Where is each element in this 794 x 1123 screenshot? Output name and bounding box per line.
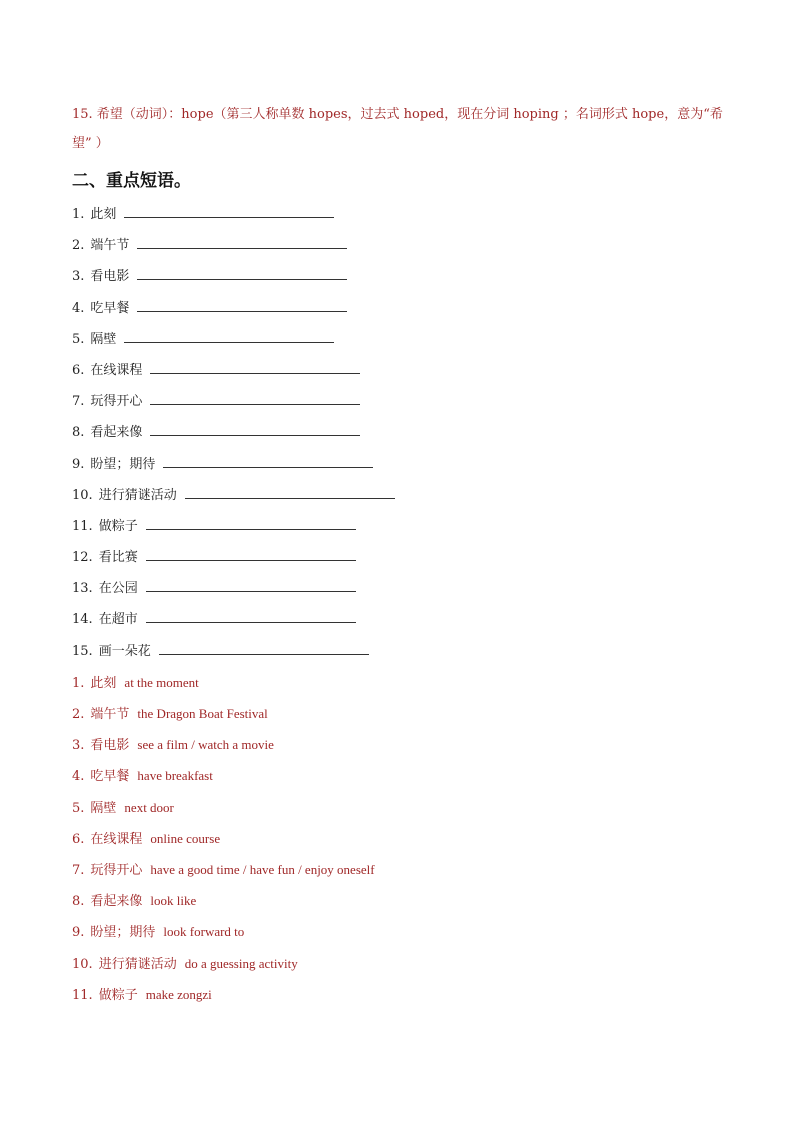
answer-english: look like (150, 893, 197, 909)
item-number: 1. (72, 207, 85, 222)
answer-chinese: 进行猜谜活动 (98, 956, 177, 972)
item-chinese: 在超市 (98, 612, 138, 628)
answer-english: have breakfast (137, 768, 213, 784)
answer-blank (137, 279, 347, 280)
item-number: 3. (72, 269, 85, 285)
answer-blank (146, 622, 356, 623)
item-number: 2. (72, 238, 85, 254)
answer-item (72, 760, 395, 791)
answer-number: 11. (72, 987, 93, 1003)
answer-chinese: 在线课程 (90, 831, 143, 847)
answer-number: 7. (72, 862, 85, 878)
answer-number: 10. (72, 956, 93, 972)
item-chinese: 画一朵花 (98, 643, 151, 659)
answer-english: do a guessing activity (184, 955, 298, 971)
item-chinese: 隔壁 (90, 331, 117, 347)
answer-item (72, 885, 395, 916)
exercise-item (72, 480, 395, 511)
answer-english: next door (124, 799, 174, 815)
answer-english: see a film / watch a movie (137, 737, 274, 753)
item-chinese: 吃早餐 (90, 300, 130, 316)
answer-blank (124, 342, 334, 343)
item-number: 14. (72, 612, 93, 628)
answer-blank (159, 654, 369, 655)
item-chinese: 看比赛 (98, 550, 138, 566)
answer-chinese: 做粽子 (98, 987, 138, 1003)
answer-item (72, 823, 395, 854)
answer-blank (150, 435, 360, 436)
item-number: 11. (72, 518, 93, 534)
item-chinese: 在线课程 (90, 362, 143, 378)
answer-item (72, 916, 395, 947)
answer-number: 4. (72, 769, 85, 785)
answer-blank (150, 373, 360, 374)
answer-number: 2. (72, 707, 85, 722)
answer-number: 1. (72, 675, 85, 691)
answer-chinese: 玩得开心 (90, 862, 143, 878)
exercise-item (72, 511, 395, 542)
answer-chinese: 此刻 (90, 675, 117, 691)
answer-item (72, 948, 395, 979)
answer-chinese: 看起来像 (90, 894, 143, 910)
exercise-item (72, 355, 395, 386)
exercise-item (72, 261, 395, 292)
exercise-item (72, 573, 395, 604)
answer-item (72, 667, 395, 698)
intro-paragraph: 15. 希望（动词）：hope（第三人称单数 hopes，过去式 hoped，现在分词 hoping ；名词形式 hope，意为“希望” ） (72, 107, 723, 151)
answer-chinese: 隔壁 (90, 800, 117, 816)
exercise-item (72, 386, 395, 417)
answer-item (72, 979, 395, 1010)
exercise-item (72, 449, 395, 480)
item-number: 4. (72, 300, 85, 316)
answer-number: 8. (72, 894, 85, 910)
item-chinese: 进行猜谜活动 (98, 487, 177, 503)
exercise-item (72, 542, 395, 573)
item-chinese: 此刻 (90, 207, 117, 222)
item-number: 8. (72, 425, 85, 441)
item-chinese: 盼望；期待 (90, 456, 156, 472)
item-number: 13. (72, 581, 93, 597)
answer-english: make zongzi (145, 986, 212, 1002)
answer-blank (150, 404, 360, 405)
answer-english: at the moment (124, 674, 199, 690)
item-number: 10. (72, 487, 93, 503)
answer-chinese: 吃早餐 (90, 769, 130, 785)
answer-item (72, 729, 395, 760)
exercise-item (72, 324, 395, 355)
answer-blank (137, 248, 347, 249)
answer-blank (124, 217, 334, 218)
item-chinese: 做粽子 (98, 518, 138, 534)
item-number: 15. (72, 643, 93, 659)
answer-item (72, 854, 395, 885)
answer-english: online course (150, 830, 221, 846)
answer-number: 5. (72, 800, 85, 816)
exercise-item (72, 199, 395, 230)
answer-number: 9. (72, 925, 85, 941)
answer-chinese: 看电影 (90, 738, 130, 754)
item-number: 5. (72, 331, 85, 347)
item-chinese: 端午节 (90, 238, 130, 254)
item-chinese: 玩得开心 (90, 394, 143, 410)
section-heading: 二、重点短语。 (72, 171, 191, 191)
answer-chinese: 端午节 (90, 707, 130, 722)
item-number: 12. (72, 550, 93, 566)
exercise-item (72, 417, 395, 448)
answer-english: the Dragon Boat Festival (137, 706, 268, 721)
answer-number: 6. (72, 831, 85, 847)
answer-blank (137, 311, 347, 312)
item-chinese: 看起来像 (90, 425, 143, 441)
exercise-list (72, 199, 395, 1010)
answer-number: 3. (72, 738, 85, 754)
answer-english: have a good time / have fun / enjoy oneself (150, 861, 375, 877)
answer-blank (163, 467, 373, 468)
item-number: 9. (72, 456, 85, 472)
answer-chinese: 盼望；期待 (90, 925, 156, 941)
item-chinese: 看电影 (90, 269, 130, 285)
item-number: 6. (72, 362, 85, 378)
exercise-item (72, 636, 395, 667)
answer-blank (185, 498, 395, 499)
exercise-item (72, 293, 395, 324)
exercise-item (72, 604, 395, 635)
item-chinese: 在公园 (98, 581, 138, 597)
item-number: 7. (72, 394, 85, 410)
answer-item (72, 698, 395, 729)
answer-blank (146, 529, 356, 530)
answer-english: look forward to (163, 924, 245, 940)
answer-item (72, 792, 395, 823)
answer-blank (146, 560, 356, 561)
exercise-item (72, 230, 395, 261)
answer-blank (146, 591, 356, 592)
